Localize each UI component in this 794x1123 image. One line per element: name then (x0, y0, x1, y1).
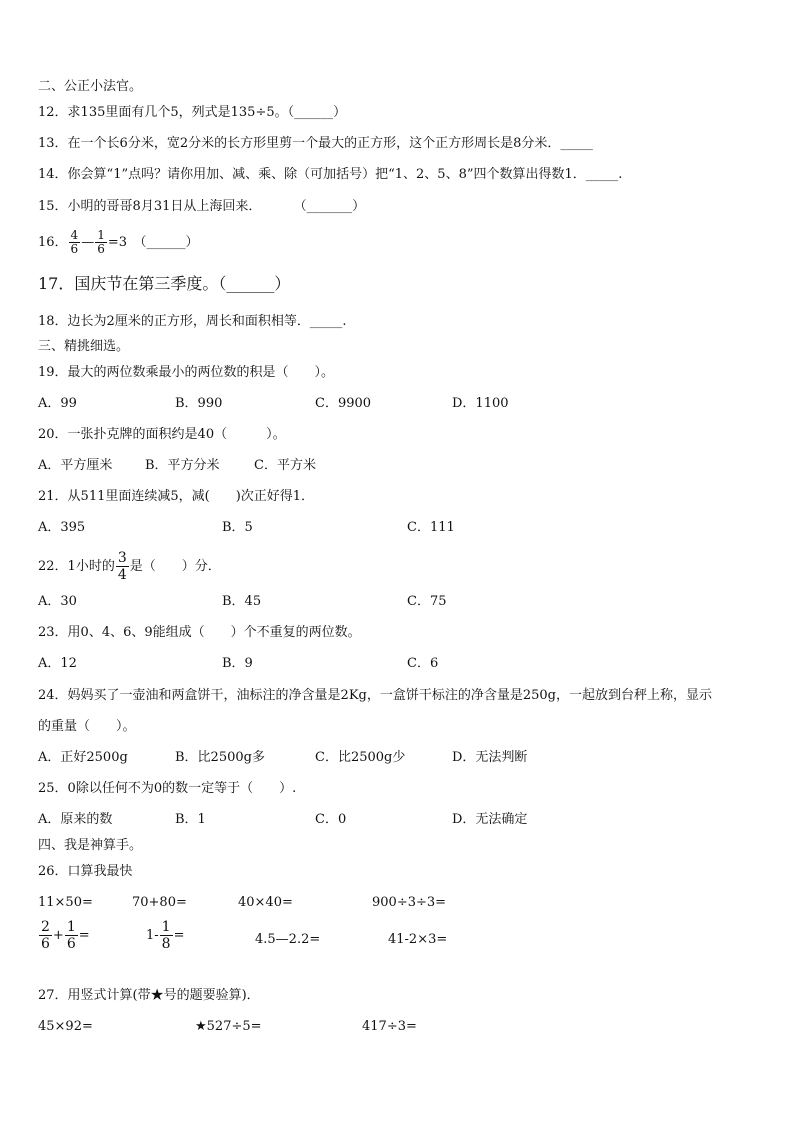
mental-calc-item: 70+80= (132, 895, 187, 910)
question-20: 20．一张扑克牌的面积约是40（ ）。 (38, 427, 286, 442)
question-25: 25．0除以任何不为0的数一定等于（ ）. (38, 781, 297, 796)
question-21: 21．从511里面连续减5，减( )次正好得1． (38, 489, 315, 504)
question-16-suffix: =3 （______） (107, 235, 199, 250)
question-26-title: 26．口算我最快 (38, 864, 133, 879)
fraction (116, 550, 129, 583)
question-16-prefix: 16． (38, 235, 68, 250)
q21-option-c[interactable]: C．111 (407, 520, 455, 535)
mental-calc-item: 900÷3÷3= (372, 895, 447, 910)
question-15 (38, 198, 365, 216)
mental-calc-item: 41-2×3= (388, 932, 448, 947)
fraction (160, 919, 173, 952)
q20-option-b[interactable]: B．平方分米 (145, 458, 220, 473)
q23-option-a[interactable]: A．12 (38, 656, 77, 671)
denominator: 4 (117, 567, 127, 583)
equals-sign: = (173, 928, 185, 943)
q25-option-a[interactable]: A．原来的数 (38, 812, 113, 827)
question-17: 17．国庆节在第三季度。（______） (38, 274, 291, 293)
question-16 (38, 229, 199, 256)
q19-option-d[interactable]: D．1100 (452, 396, 509, 411)
question-13: 13．在一个长6分米，宽2分米的长方形里剪一个最大的正方形，这个正方形周长是8分米．_____ (38, 136, 593, 151)
q21-option-a[interactable]: A．395 (38, 520, 86, 535)
question-23: 23．用0、4、6、9能组成（ ）个不重复的两位数。 (38, 625, 361, 640)
numerator: 3 (117, 550, 127, 566)
vertical-calc-item: 45×92= (38, 1019, 93, 1034)
fraction (65, 919, 78, 952)
q24-option-c[interactable]: C．比2500g少 (315, 750, 406, 765)
q21-option-b[interactable]: B．5 (222, 520, 253, 535)
q23-option-b[interactable]: B．9 (222, 656, 253, 671)
q19-option-b[interactable]: B．990 (175, 396, 223, 411)
question-22-suffix: 是（ ）分． (129, 559, 221, 574)
question-24-line-1: 24．妈妈买了一壶油和两盒饼干，油标注的净含量是2Kg，一盒饼干标注的净含量是250g，一起放到台秤上称，显示 (38, 688, 712, 703)
question-15-text: 15．小明的哥哥8月31日从上海回来． (38, 199, 262, 214)
calc-prefix: 1- (146, 928, 159, 943)
denominator: 6 (66, 936, 76, 952)
question-12: 12．求135里面有几个5，列式是135÷5。（______） (38, 105, 347, 120)
mental-calc-item: 11×50= (38, 895, 93, 910)
numerator: 1 (66, 919, 76, 935)
mental-calc-item: 4.5—2.2= (255, 932, 321, 947)
plus-sign: + (52, 928, 64, 943)
q22-option-a[interactable]: A．30 (38, 594, 77, 609)
denominator: 8 (161, 936, 171, 952)
q23-option-c[interactable]: C．6 (407, 656, 439, 671)
question-22-prefix: 22．1小时的 (38, 559, 115, 574)
fraction (95, 229, 107, 256)
numerator: 1 (97, 228, 105, 242)
question-22 (38, 550, 221, 583)
mental-calc-item: 40×40= (238, 895, 293, 910)
q24-option-d[interactable]: D．无法判断 (452, 750, 528, 765)
minus-sign: — (81, 235, 95, 250)
section-3-heading: 三、精挑细选。 (38, 339, 130, 354)
equals-sign: = (78, 928, 90, 943)
q22-option-c[interactable]: C．75 (407, 594, 447, 609)
q22-option-b[interactable]: B．45 (222, 594, 262, 609)
fraction (69, 229, 81, 256)
section-2-heading: 二、公正小法官。 (38, 79, 143, 94)
q20-option-c[interactable]: C．平方米 (254, 458, 316, 473)
question-18: 18．边长为2厘米的正方形，周长和面积相等．_____. (38, 314, 347, 329)
question-27-title: 27．用竖式计算(带★号的题要验算)． (38, 988, 260, 1003)
vertical-calc-item: ★527÷5= (195, 1019, 262, 1034)
q25-option-c[interactable]: C．0 (315, 812, 347, 827)
q19-option-c[interactable]: C．9900 (315, 396, 372, 411)
q25-option-b[interactable]: B．1 (175, 812, 206, 827)
denominator: 6 (70, 242, 79, 256)
mental-calc-item (146, 919, 185, 952)
question-15-blank: （_______） (293, 199, 366, 214)
question-14: 14．你会算“1”点吗？请你用加、减、乘、除（可加括号）把“1、2、5、8”四个数算出得数1．_____. (38, 167, 623, 182)
question-24-line-2: 的重量（ ）。 (38, 719, 136, 734)
numerator: 2 (41, 919, 50, 935)
section-4-heading: 四、我是神算手。 (38, 838, 143, 853)
q24-option-b[interactable]: B．比2500g多 (175, 750, 265, 765)
denominator: 6 (41, 936, 50, 952)
q25-option-d[interactable]: D．无法确定 (452, 812, 528, 827)
fraction (39, 919, 52, 952)
vertical-calc-item: 417÷3= (362, 1019, 417, 1034)
q20-option-a[interactable]: A．平方厘米 (38, 458, 113, 473)
question-19: 19．最大的两位数乘最小的两位数的积是（ ）。 (38, 365, 335, 380)
q24-option-a[interactable]: A．正好2500g (38, 750, 128, 765)
denominator: 6 (97, 242, 105, 256)
numerator: 1 (161, 919, 171, 935)
mental-calc-item (38, 919, 90, 952)
q19-option-a[interactable]: A．99 (38, 396, 77, 411)
numerator: 4 (70, 228, 79, 242)
